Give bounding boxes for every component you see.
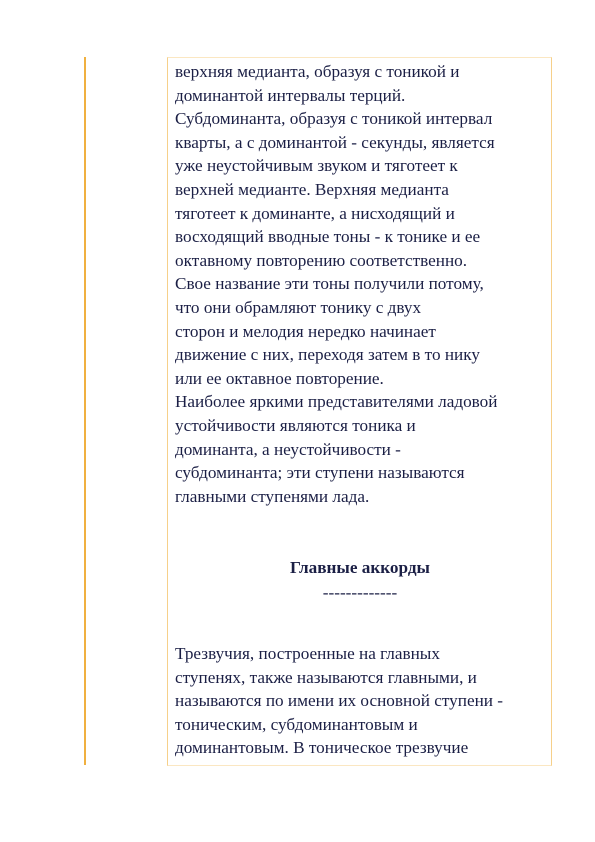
body-paragraph-2: Трезвучия, построенные на главных ступенях, также называются главными, и называются по имени их основной ступени - тоническим, субдоминантовым и доминантовым. В тоническое трезвучие bbox=[175, 644, 504, 758]
section-heading: Главные аккорды bbox=[290, 558, 430, 577]
body-paragraph-1: верхняя медианта, образуя с тоникой и доминантой интервалы терций. Субдоминанта, образуя с тоникой интервал кварты, а с доминантой - секунды, является уже неустойчивым звуком и тяготеет к верхней медианте. Верхняя медианта тяготеет к доминанте, а нисходящий и восходящий вводные тоны - к тонике и ее октавному повторению соответственно. Свое название эти тоны получили потому, что они обрамляют тонику с двух сторон и мелодия нередко начинает движение с них, переходя затем в то нику или ее октавное повторение. Наиболее яркими представителями ладовой устойчивости являются тоника и доминанта, а неустойчивости - субдоминанта; эти ступени называются главными ступенями лада. bbox=[175, 62, 498, 506]
left-margin-rule bbox=[84, 57, 86, 765]
section-heading-rule: ------------- bbox=[322, 583, 398, 602]
